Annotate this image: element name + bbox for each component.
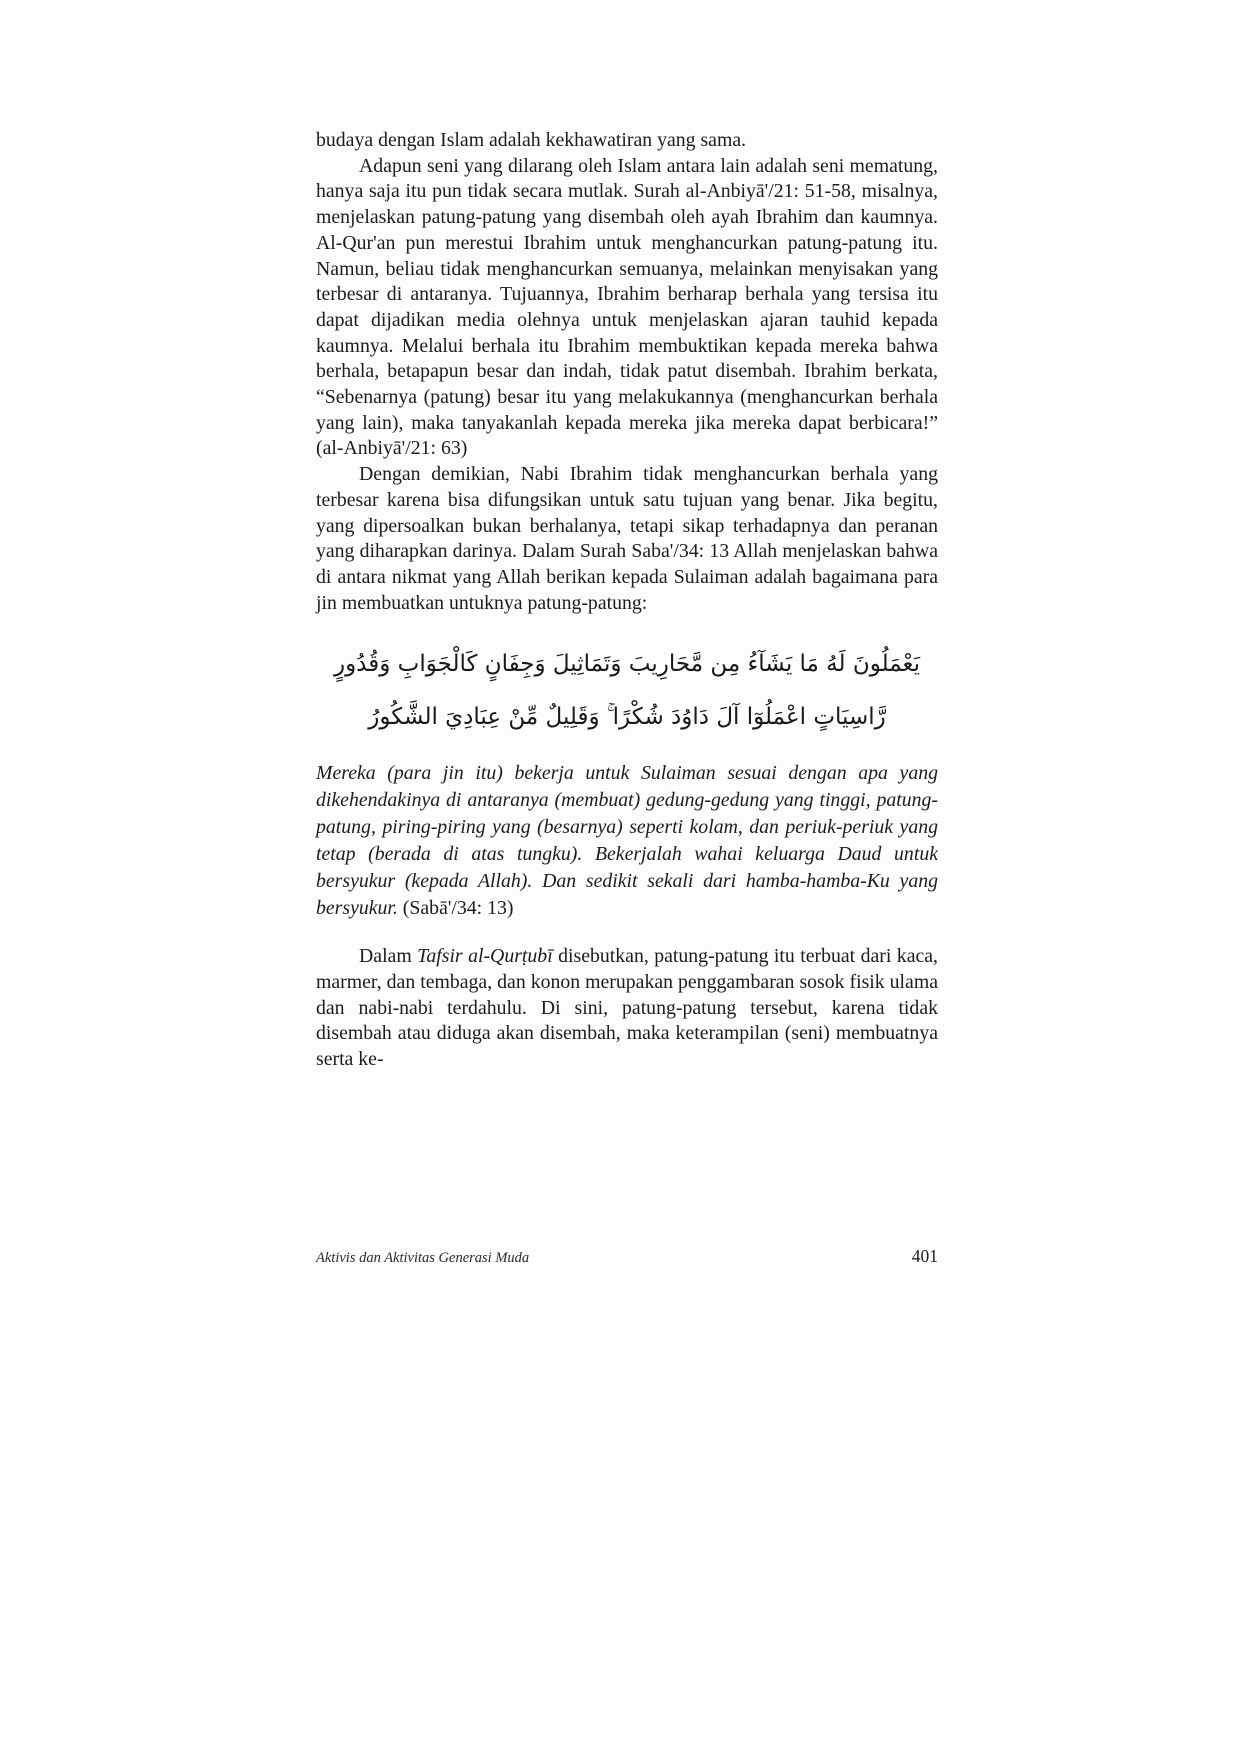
page-footer	[316, 1246, 938, 1267]
verse-citation: (Sabā'/34: 13)	[397, 897, 514, 920]
verse-translation	[316, 760, 938, 922]
paragraph-tafsir-qurtubi	[316, 944, 938, 1073]
tafsir-lead-text: Dalam	[359, 945, 418, 968]
page-number: 401	[911, 1246, 938, 1266]
translation-italic-text: Mereka (para jin itu) bekerja untuk Sulaiman sesuai dengan apa yang dikehendakinya di antaranya (membuat) gedung-gedung yang tinggi, patung-patung, piring-piring yang (besarnya) seperti kolam, dan periuk-periuk yang tetap (berada di atas tungku). Bekerjalah wahai keluarga Daud untuk bersyukur (kepada Allah). Dan sedikit sekali dari hamba-hamba-Ku yang bersyukur.	[316, 762, 938, 920]
tafsir-title-italic: Tafsir al-Qurṭubī	[417, 945, 553, 968]
quran-verse-arabic	[316, 638, 938, 744]
paragraph-seni-dilarang: Adapun seni yang dilarang oleh Islam antara lain adalah seni mematung, hanya saja itu pun tidak secara mutlak. Surah al-Anbiyā'/21: 51-58, misalnya, menjelaskan patung-patung yang disembah oleh ayah Ibrahim dan kaumnya. Al-Qur'an pun merestui Ibrahim untuk menghancurkan patung-patung itu. Namun, beliau tidak menghancurkan semuanya, melainkan menyisakan yang terbesar di antaranya. Tujuannya, Ibrahim berharap berhala yang tersisa itu dapat dijadikan media olehnya untuk menjelaskan ajaran tauhid kepada kaumnya. Melalui berhala itu Ibrahim membuktikan kepada mereka bahwa berhala, betapapun besar dan indah, tidak patut disembah. Ibrahim berkata, “Sebenarnya (patung) besar itu yang melakukannya (menghancurkan berhala yang lain), maka tanyakanlah kepada mereka jika mereka dapat berbicara!” (al-Anbiyā'/21: 63)	[316, 154, 938, 460]
paragraph-continuation: budaya dengan Islam adalah kekhawatiran yang sama.	[316, 129, 747, 151]
running-footer-title: Aktivis dan Aktivitas Generasi Muda	[316, 1250, 530, 1266]
arabic-verse-line-1: يَعْمَلُونَ لَهُ مَا يَشَآءُ مِن مَّحَارِيبَ وَتَمَاثِيلَ وَجِفَانٍ كَالْجَوَابِ وَقُدُورٍ رَّاسِيَاتٍ	[333, 651, 921, 731]
arabic-verse-line-2: اعْمَلُوٓا آلَ دَاوُدَ شُكْرًا ۚ وَقَلِيلٌ مِّنْ عِبَادِيَ الشَّكُورُ	[368, 704, 807, 731]
tafsir-rest-text: disebutkan, patung-patung itu terbuat dari kaca, marmer, dan tembaga, dan konon merupakan penggambaran sosok fisik ulama dan nabi-nabi terdahulu. Di sini, patung-patung tersebut, karena tidak disembah atau diduga akan disembah, maka keterampilan (seni) membuatnya serta ke-	[316, 945, 938, 1070]
paragraph-dengan-demikian: Dengan demikian, Nabi Ibrahim tidak menghancurkan berhala yang terbesar karena bisa difungsikan untuk satu tujuan yang benar. Jika begitu, yang dipersoalkan bukan berhalanya, tetapi sikap terhadapnya dan peranan yang diharapkan darinya. Dalam Surah Saba'/34: 13 Allah menjelaskan bahwa di antara nikmat yang Allah berikan kepada Sulaiman adalah bagaimana para jin membuatkan untuknya patung-patung:	[316, 463, 938, 614]
page-body	[316, 128, 938, 1073]
